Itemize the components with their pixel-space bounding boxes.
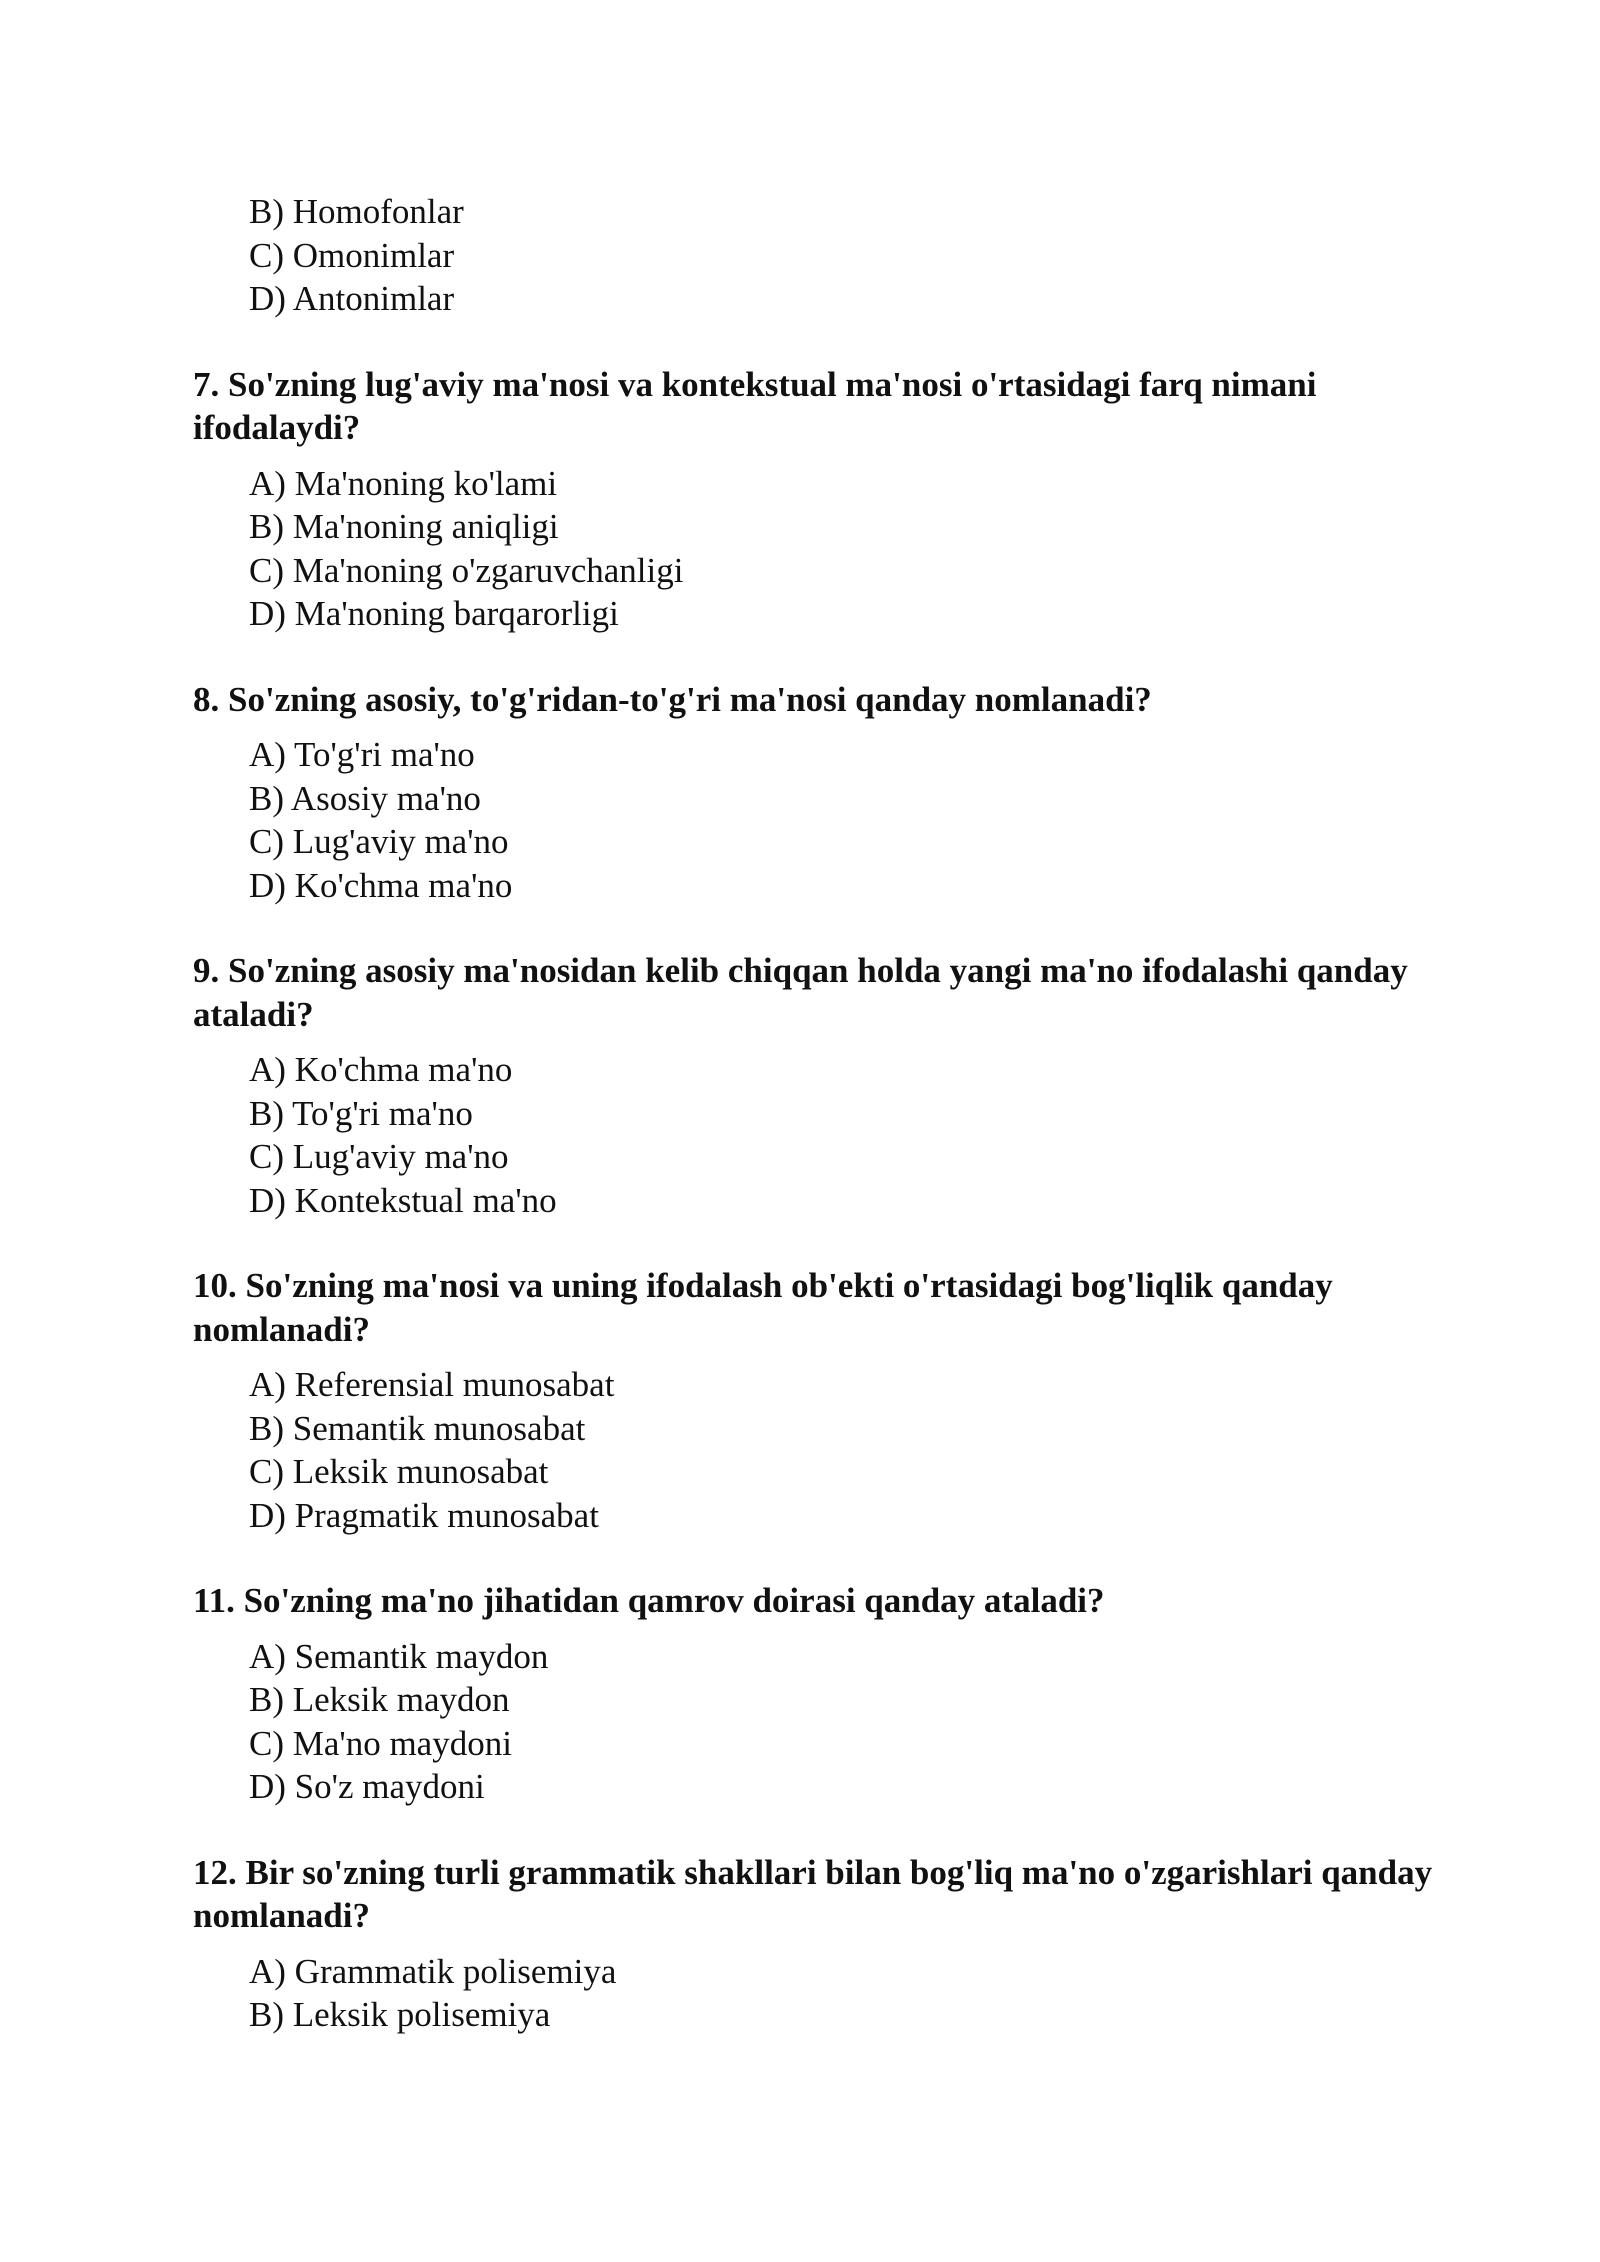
option-item: B) Asosiy ma'no (249, 778, 481, 818)
option-item: A) Referensial munosabat (249, 1365, 615, 1404)
option-item: C) Omonimlar (249, 235, 455, 275)
options-list (193, 462, 1433, 636)
option-item: B) Semantik munosabat (249, 1408, 586, 1448)
option-item: A) To'g'ri ma'no (249, 735, 475, 774)
question-7 (193, 363, 1433, 636)
question-text: 12. Bir so'zning turli grammatik shakllari bilan bog'liq ma'no o'zgarishlari qanday nomlanadi? (193, 1852, 1433, 1935)
options-list (193, 1950, 1433, 2037)
option-item: B) Leksik maydon (249, 1680, 510, 1719)
option-item: A) Semantik maydon (249, 1636, 549, 1676)
option-item: B) Homofonlar (249, 192, 464, 231)
option-item: A) Grammatik polisemiya (249, 1951, 617, 1991)
option-item: A) Ko'chma ma'no (249, 1050, 513, 1089)
option-item: B) Ma'noning aniqligi (249, 507, 559, 546)
option-item: C) Ma'noning o'zgaruvchanligi (249, 550, 684, 590)
question-12 (193, 1851, 1433, 2037)
question-text: 10. So'zning ma'nosi va uning ifodalash ob'ekti o'rtasidagi bog'liqlik qanday nomlanadi? (193, 1266, 1333, 1349)
question-8 (193, 678, 1433, 908)
question-10 (193, 1264, 1433, 1537)
option-item: D) Pragmatik munosabat (249, 1495, 599, 1535)
question-text: 8. So'zning asosiy, to'g'ridan-to'g'ri ma'nosi qanday nomlanadi? (193, 679, 1152, 719)
question-text: 11. So'zning ma'no jihatidan qamrov doirasi qanday ataladi? (193, 1581, 1105, 1620)
option-item: B) To'g'ri ma'no (249, 1093, 473, 1133)
options-list (193, 733, 1433, 907)
option-item: D) So'z maydoni (249, 1767, 485, 1806)
continued-options-list (193, 190, 1433, 321)
question-11 (193, 1579, 1433, 1809)
options-list (193, 1048, 1433, 1222)
option-item: A) Ma'noning ko'lami (249, 463, 558, 503)
question-text: 7. So'zning lug'aviy ma'nosi va kontekstual ma'nosi o'rtasidagi farq nimani ifodalaydi? (193, 364, 1317, 447)
options-list (193, 1363, 1433, 1537)
option-item: B) Leksik polisemiya (249, 1995, 551, 2034)
option-item: D) Ma'noning barqarorligi (249, 594, 619, 633)
options-list (193, 1635, 1433, 1809)
option-item: C) Ma'no maydoni (249, 1723, 512, 1763)
option-item: D) Ko'chma ma'no (249, 865, 513, 905)
option-item: D) Kontekstual ma'no (249, 1180, 557, 1220)
question-text: 9. So'zning asosiy ma'nosidan kelib chiqqan holda yangi ma'no ifodalashi qanday ataladi? (193, 951, 1408, 1034)
option-item: C) Leksik munosabat (249, 1452, 549, 1491)
question-9 (193, 949, 1433, 1222)
option-item: D) Antonimlar (249, 279, 455, 318)
option-item: C) Lug'aviy ma'no (249, 822, 509, 861)
option-item: C) Lug'aviy ma'no (249, 1137, 509, 1176)
document-content (193, 190, 1433, 2037)
